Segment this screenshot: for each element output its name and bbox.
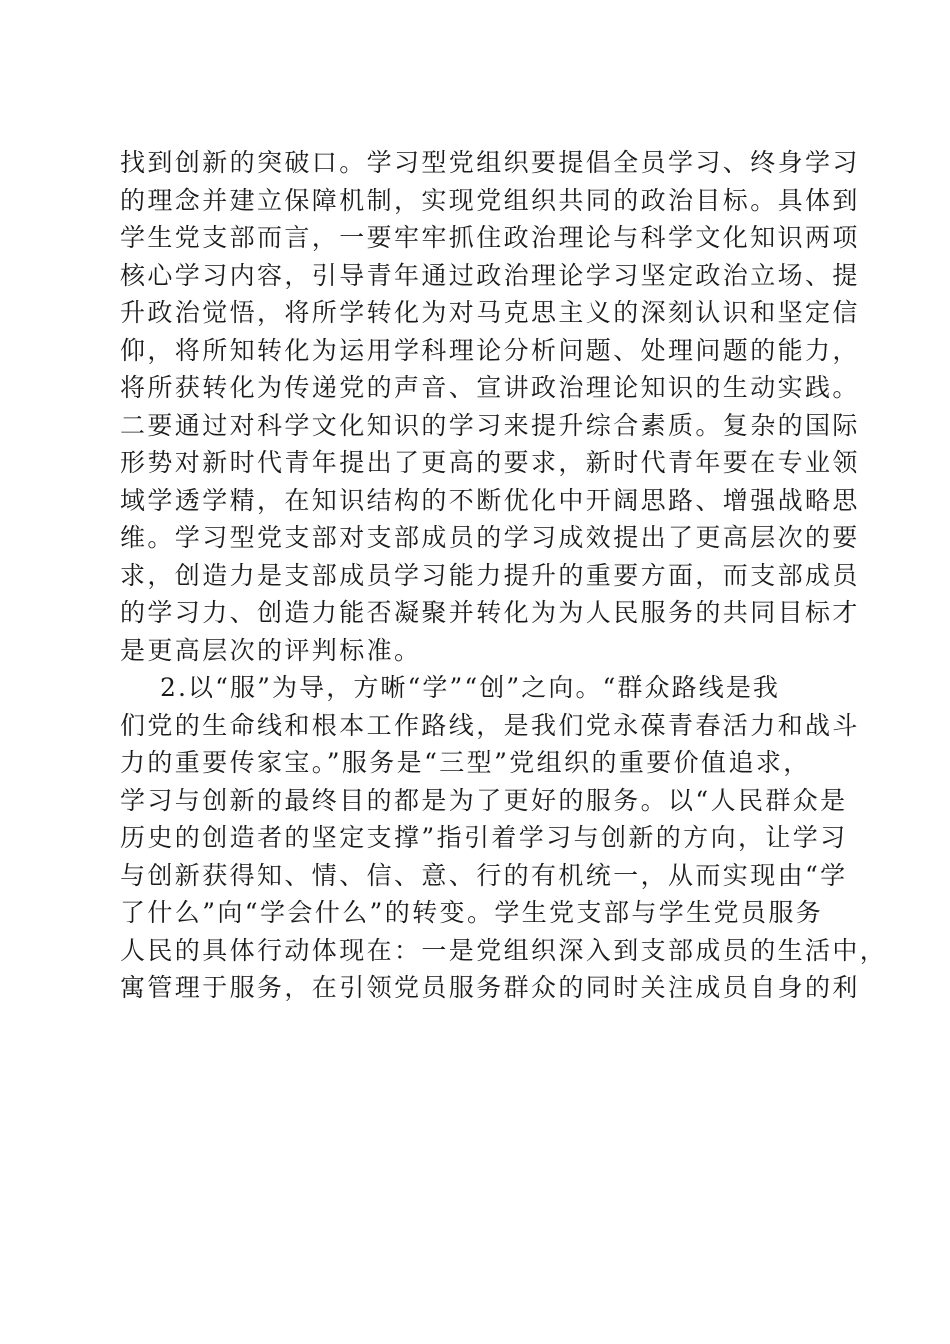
text-line: 了什么”向“学会什么”的转变。学生党支部与学生党员服务: [120, 898, 824, 927]
text-line: 仰，将所知转化为运用学科理论分析问题、处理问题的能力，: [120, 335, 860, 365]
text-line: 寓管理于服务，在引领党员服务群众的同时关注成员自身的利: [120, 973, 860, 1002]
text-line: 学习与创新的最终目的都是为了更好的服务。以“人民群众是: [120, 785, 848, 815]
text-line: 将所获转化为传递党的声音、宣讲政治理论知识的生动实践。: [120, 373, 860, 402]
body-text: [120, 144, 888, 1007]
text-line: 维。学习型党支部对支部成员的学习成效提出了更高层次的要: [120, 523, 860, 552]
text-line: 求，创造力是支部成员学习能力提升的重要方面，而支部成员: [120, 560, 860, 590]
text-line: 是更高层次的评判标准。: [120, 635, 422, 665]
text-line: 升政治觉悟，将所学转化为对马克思主义的深刻认识和坚定信: [120, 298, 860, 327]
text-line: 找到创新的突破口。学习型党组织要提倡全员学习、终身学习: [120, 148, 860, 177]
text-line: 的学习力、创造力能否凝聚并转化为为人民服务的共同目标才: [120, 598, 860, 627]
section-heading-line: 2.以“服”为导，方晰“学”“创”之向。“群众路线是我: [160, 673, 781, 702]
text-line: 二要通过对科学文化知识的学习来提升综合素质。复杂的国际: [120, 410, 860, 440]
text-line: 域学透学精，在知识结构的不断优化中开阔思路、增强战略思: [120, 485, 860, 515]
text-line: 们党的生命线和根本工作路线，是我们党永葆青春活力和战斗: [120, 710, 860, 740]
text-line: 人民的具体行动体现在：一是党组织深入到支部成员的生活中，: [120, 935, 888, 965]
text-line: 历史的创造者的坚定支撑”指引着学习与创新的方向，让学习: [120, 823, 848, 852]
text-line: 与创新获得知、情、信、意、行的有机统一，从而实现由“学: [120, 860, 848, 890]
text-line: 形势对新时代青年提出了更高的要求，新时代青年要在专业领: [120, 448, 860, 477]
text-line: 的理念并建立保障机制，实现党组织共同的政治目标。具体到: [120, 185, 860, 215]
text-line: 力的重要传家宝。”服务是“三型”党组织的重要价值追求，: [120, 748, 811, 777]
text-line: 学生党支部而言，一要牢牢抓住政治理论与科学文化知识两项: [120, 223, 860, 252]
text-line: 核心学习内容，引导青年通过政治理论学习坚定政治立场、提: [120, 260, 860, 290]
